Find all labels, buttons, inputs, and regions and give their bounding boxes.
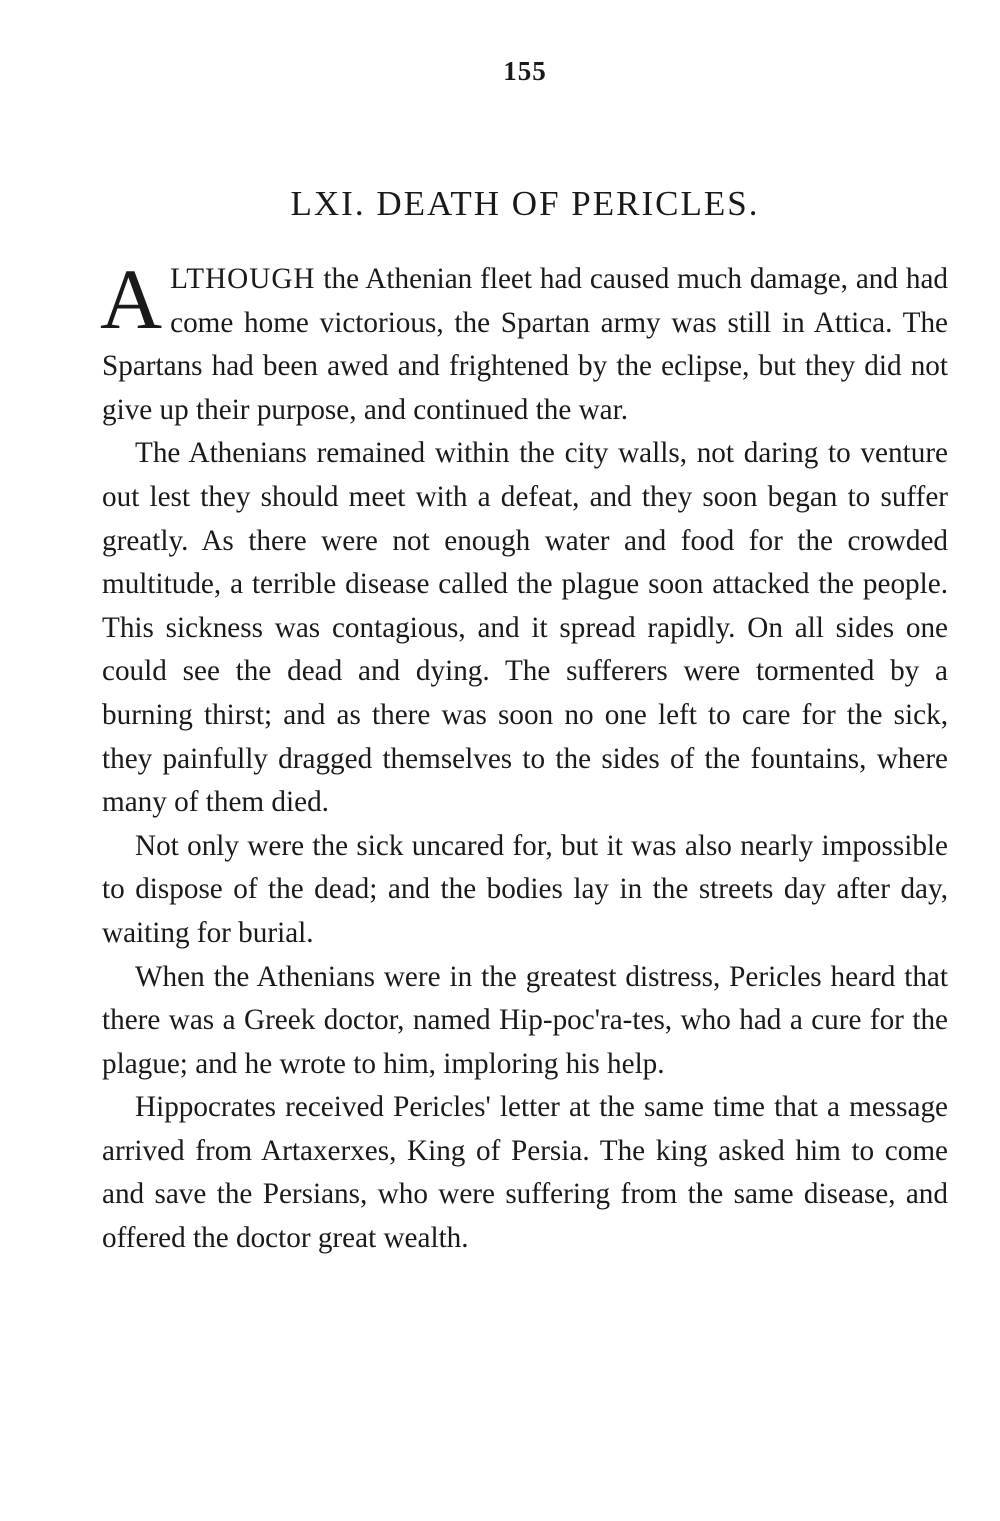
paragraph-4: When the Athenians were in the greatest distress, Pericles heard that there was a Greek doctor, named Hip-poc'ra-tes, who had a cure for the plague; and he wrote to him, imploring his help.	[102, 960, 948, 1080]
paragraph-1-text: the Athenian fleet had caused much damage, and had come home victorious, the Spartan army was still in Attica. The Spartans had been awed and frightened by the eclipse, but they did not give up their purpose, and continued the war.	[102, 263, 948, 426]
body-text	[100, 251, 948, 1261]
paragraph-2: The Athenians remained within the city walls, not daring to venture out lest they should meet with a defeat, and they soon began to suffer greatly. As there were not enough water and food for the crowded multitude, a terrible disease called the plague soon attacked the people. This sickness was contagious, and it spread rapidly. On all sides one could see the dead and dying. The sufferers were tormented by a burning thirst; and as there was soon no one left to care for the sick, they painfully dragged themselves to the sides of the fountains, where many of them died.	[102, 437, 948, 819]
lead-word: LTHOUGH	[170, 263, 316, 295]
paragraph-5: Hippocrates received Pericles' letter at the same time that a message arrived from Artaxerxes, King of Persia. The king asked him to come and save the Persians, who were suffering from the same disease, and offered the doctor great wealth.	[102, 1091, 948, 1255]
drop-cap: A	[100, 251, 163, 347]
chapter-title: LXI. DEATH OF PERICLES.	[290, 184, 760, 223]
paragraph-1	[100, 251, 948, 432]
paragraph-3: Not only were the sick uncared for, but it was also nearly impossible to dispose of the dead; and the bodies lay in the streets day after day, waiting for burial.	[102, 829, 948, 949]
page-number: 155	[503, 56, 547, 86]
